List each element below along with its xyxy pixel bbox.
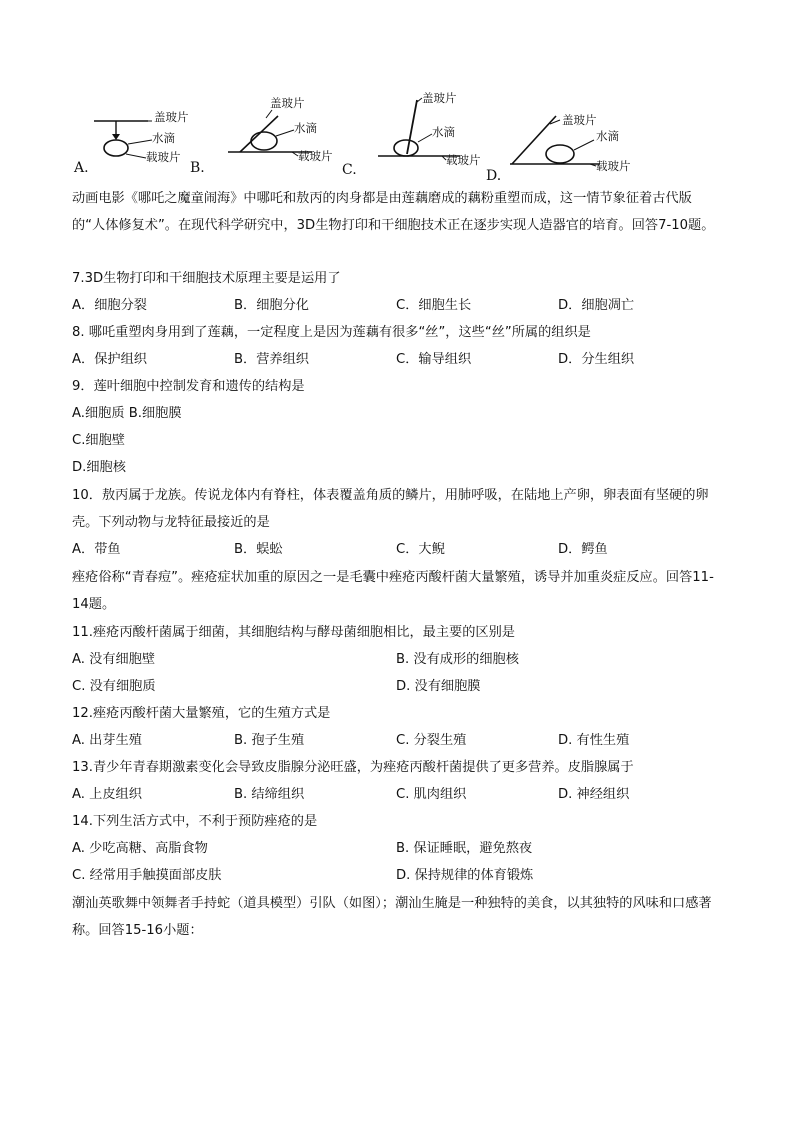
option-c-letter: C. xyxy=(342,162,357,178)
b-slide-label: 载玻片 xyxy=(298,149,333,163)
option-b-diagram xyxy=(190,96,333,176)
q12-stem: 12.痤疮丙酸杆菌大量繁殖，它的生殖方式是 xyxy=(72,706,331,721)
q9-option-d[interactable]: D.细胞核 xyxy=(72,460,126,475)
q11-option-c[interactable]: C. 没有细胞质 xyxy=(72,679,156,694)
q14-stem: 14.下列生活方式中，不利于预防痤疮的是 xyxy=(72,814,318,829)
q7-stem: 7.3D生物打印和干细胞技术原理主要是运用了 xyxy=(72,271,341,286)
q13-option-b[interactable]: B. 结缔组织 xyxy=(234,787,305,802)
q13-option-a[interactable]: A. 上皮组织 xyxy=(72,787,142,802)
passage-nezha: 动画电影《哪吒之魔童闹海》中哪吒和敖丙的肉身都是由莲藕磨成的藕粉重塑而成，这一情节象征着古代版的“人体修复术”。在现代科学研究中，3D生物打印和干细胞技术正在逐步实现人造器官的培育。回答7-10题。 xyxy=(72,191,715,233)
q7-option-b[interactable]: B．细胞分化 xyxy=(234,298,309,313)
option-a-letter: A. xyxy=(74,160,89,176)
d-water-label: 水滴 xyxy=(596,129,619,143)
q14-option-d[interactable]: D. 保持规律的体育锻炼 xyxy=(396,868,534,883)
q14-option-a[interactable]: A. 少吃高糖、高脂食物 xyxy=(72,841,208,856)
option-c-diagram xyxy=(342,91,481,178)
q11-option-a[interactable]: A. 没有细胞壁 xyxy=(72,652,156,667)
q10-option-d[interactable]: D．鳄鱼 xyxy=(558,542,608,557)
b-water-label: 水滴 xyxy=(294,121,317,135)
d-slide-label: 载玻片 xyxy=(596,159,631,173)
d-cover-label: 盖玻片 xyxy=(562,113,597,127)
c-cover-label: 盖玻片 xyxy=(422,91,457,105)
c-slide-label: 载玻片 xyxy=(446,153,481,167)
q10-option-c[interactable]: C．大鲵 xyxy=(396,542,445,557)
a-water-label: 水滴 xyxy=(152,131,175,145)
q8-option-d[interactable]: D．分生组织 xyxy=(558,352,635,367)
q14-option-b[interactable]: B. 保证睡眠，避免熬夜 xyxy=(396,841,533,856)
q9-option-c[interactable]: C.细胞壁 xyxy=(72,433,125,448)
a-slide-label: 载玻片 xyxy=(146,150,181,164)
q9-stem: 9．莲叶细胞中控制发育和遗传的结构是 xyxy=(72,379,305,394)
q12-option-a[interactable]: A. 出芽生殖 xyxy=(72,733,142,748)
q13-stem: 13.青少年青春期激素变化会导致皮脂腺分泌旺盛，为痤疮丙酸杆菌提供了更多营养。皮脂腺属于 xyxy=(72,760,634,775)
q10-option-a[interactable]: A．带鱼 xyxy=(72,542,121,557)
q13-option-d[interactable]: D. 神经组织 xyxy=(558,787,630,802)
q7-option-a[interactable]: A．细胞分裂 xyxy=(72,298,147,313)
c-water-label: 水滴 xyxy=(432,125,455,139)
option-d-diagram xyxy=(486,113,631,184)
q12-option-b[interactable]: B. 孢子生殖 xyxy=(234,733,305,748)
b-cover-label: 盖玻片 xyxy=(270,96,305,110)
option-b-letter: B. xyxy=(190,160,205,176)
q8-stem: 8. 哪吒重塑肉身用到了莲藕，一定程度上是因为莲藕有很多“丝”，这些“丝”所属的组织是 xyxy=(72,325,591,340)
q13-option-c[interactable]: C. 肌肉组织 xyxy=(396,787,467,802)
coverslip-figure xyxy=(60,91,660,186)
q7-option-d[interactable]: D．细胞凋亡 xyxy=(558,298,635,313)
q10-stem: 10．敖丙属于龙族。传说龙体内有脊柱，体表覆盖角质的鳞片，用肺呼吸，在陆地上产卵，卵表面有坚硬的卵壳。下列动物与龙特征最接近的是 xyxy=(72,488,709,530)
passage-chaoshan: 潮汕英歌舞中领舞者手持蛇（道具模型）引队（如图）；潮汕生腌是一种独特的美食，以其独特的风味和口感著称。回答15-16小题： xyxy=(72,896,712,938)
q8-option-c[interactable]: C．输导组织 xyxy=(396,352,472,367)
q11-stem: 11.痤疮丙酸杆菌属于细菌，其细胞结构与酵母菌细胞相比，最主要的区别是 xyxy=(72,625,515,640)
q8-option-a[interactable]: A．保护组织 xyxy=(72,352,147,367)
passage-acne: 痤疮俗称“青春痘”。痤疮症状加重的原因之一是毛囊中痤疮丙酸杆菌大量繁殖，诱导并加重炎症反应。回答11-14题。 xyxy=(72,570,714,612)
coverslip-diagram xyxy=(60,91,660,186)
q14-option-c[interactable]: C. 经常用手触摸面部皮肤 xyxy=(72,868,222,883)
a-cover-label: 盖玻片 xyxy=(154,110,189,124)
q12-option-d[interactable]: D. 有性生殖 xyxy=(558,733,630,748)
option-d-letter: D. xyxy=(486,168,502,184)
q9-option-ab[interactable]: A.细胞质 B.细胞膜 xyxy=(72,406,182,421)
q10-option-b[interactable]: B．蜈蚣 xyxy=(234,542,283,557)
q11-option-d[interactable]: D. 没有细胞膜 xyxy=(396,679,481,694)
q7-option-c[interactable]: C．细胞生长 xyxy=(396,298,472,313)
option-a-diagram xyxy=(73,110,189,176)
q11-option-b[interactable]: B. 没有成形的细胞核 xyxy=(396,652,519,667)
q12-option-c[interactable]: C. 分裂生殖 xyxy=(396,733,467,748)
q8-option-b[interactable]: B．营养组织 xyxy=(234,352,309,367)
